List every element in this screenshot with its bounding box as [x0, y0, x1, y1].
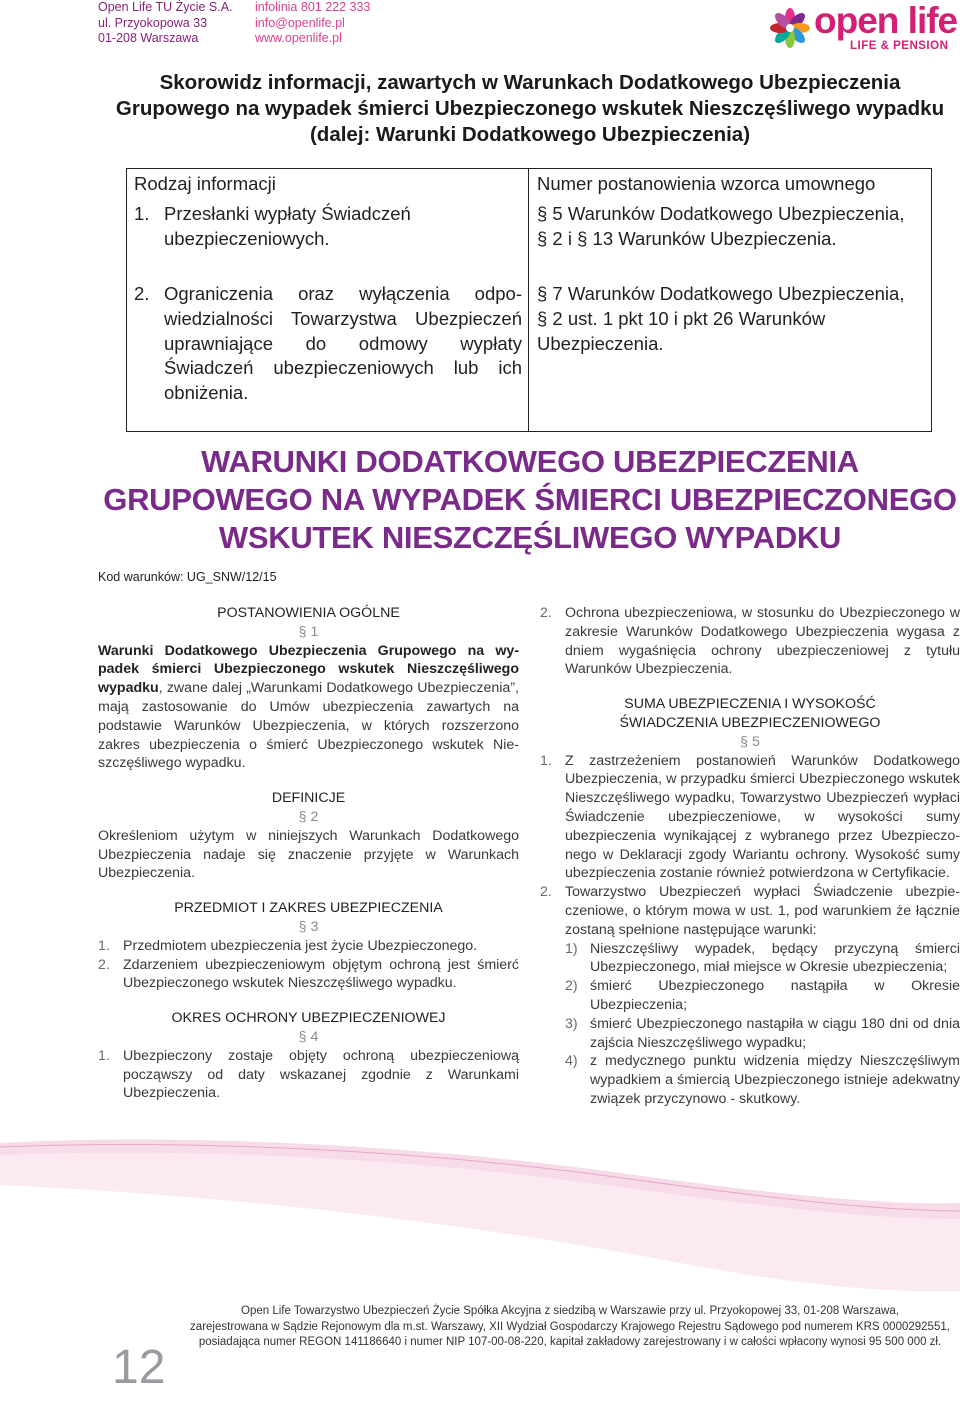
- sublist: [540, 940, 960, 1109]
- row2-left-line: Świadczeń ubezpieczeniowych lub ich: [164, 357, 522, 379]
- paragraph-text: , zwane dalej „Warunkami Dodatkowego Ubezpieczenia”, mają zastosowanie do Umów ubezpieczenia zawartych na podstawie Warunków Ubezpieczenia, w których rozszerzono zakres ubezpieczenia o śmierć Ubezpieczonego wskutek Nieszczęśliwego wypadku.: [98, 680, 519, 772]
- row2-left-line: Ograniczenia oraz wyłączenia odpo-: [164, 283, 522, 304]
- list-item: [98, 937, 519, 956]
- flower-icon: [768, 6, 812, 50]
- sublist-num: 1): [565, 940, 578, 957]
- footer-line: zarejestrowana w Sądzie Rejonowym dla m.st. Warszawy, XII Wydział Gospodarczy Krajowego Rejestru Sądowego pod numerem KRS 0000292551,: [190, 1320, 950, 1333]
- page-number: 12: [112, 1341, 166, 1394]
- sublist-item: [565, 977, 960, 1015]
- table-border: [126, 168, 127, 432]
- paragraph-bold: Warunki Dodatkowego Ubezpieczenia Grupowego na wypadek śmierci Ubezpieczonego wskutek Nieszczęśliwego wypadku: [98, 642, 519, 697]
- index-title: [100, 70, 960, 148]
- list-item: [540, 604, 960, 679]
- list-item: [98, 1047, 519, 1103]
- footer-line: Open Life Towarzystwo Ubezpieczeń Życie Spółka Akcyjna z siedzibą w Warszawie przy ul. Przyokopowej 33, 01-208 Warszawa,: [241, 1305, 899, 1317]
- list-num: 1.: [540, 752, 552, 769]
- company-name: Open Life TU Życie S.A.: [98, 0, 233, 14]
- email-link[interactable]: info@openlife.pl: [255, 15, 345, 30]
- document-title-line: WARUNKI DODATKOWEGO UBEZPIECZENIA: [201, 444, 859, 479]
- list-text: Ubezpieczony zostaje objęty ochroną ubezpieczeniową począwszy od daty wskazanej zgodnie z Warunkami Ubezpieczenia.: [123, 1047, 519, 1102]
- index-table: [126, 168, 932, 432]
- row2-left-line: wiedzialności Towarzystwa Ubezpieczeń: [164, 307, 522, 329]
- document-title-line: GRUPOWEGO NA WYPADEK ŚMIERCI UBEZPIECZONEGO: [103, 482, 957, 517]
- company-address: [98, 0, 233, 47]
- row2-right-line: Ubezpieczenia.: [537, 332, 664, 354]
- section-heading-line: SUMA UBEZPIECZENIA I WYSOKOŚĆ: [624, 696, 876, 713]
- table-border: [126, 431, 932, 432]
- section-heading: [540, 695, 960, 733]
- company-street: ul. Przyokopowa 33: [98, 15, 208, 30]
- row1-left-line: Przesłanki wypłaty Świadczeń: [164, 203, 411, 224]
- row1-left: [164, 202, 518, 252]
- table-border: [126, 168, 932, 169]
- row2-left-line: uprawniające do odmowy wypłaty: [164, 332, 522, 354]
- paragraph-general: [98, 642, 519, 774]
- footer-line: posiadająca numer REGON 141186640 i numer NIP 107-00-08-220, kapitał zakładowy zarejestrowany i w całości wpłacony wynosi 95 500 000 zł.: [198, 1336, 942, 1348]
- section-number: § 1: [298, 623, 319, 640]
- left-column: [98, 604, 519, 1103]
- row2-left-line: obniżenia.: [164, 382, 249, 404]
- company-city: 01-208 Warszawa: [98, 31, 199, 45]
- row2-right-line: § 2 ust. 1 pkt 10 i pkt 26 Warunków: [537, 307, 826, 329]
- row2-left: [164, 282, 522, 406]
- table-border: [931, 168, 932, 432]
- table-header-number: Numer postanowienia wzorca umownego: [537, 173, 876, 194]
- section-heading-line: ŚWIADCZENIA UBEZPIECZENIOWEGO: [619, 714, 881, 731]
- section-number: § 4: [298, 1028, 319, 1045]
- list-item: [540, 883, 960, 939]
- sublist-text: śmierć Ubezpieczonego nastąpiła w Okresie Ubezpieczenia;: [590, 978, 960, 1013]
- right-column: [540, 604, 960, 1109]
- sublist-num: 4): [565, 1053, 578, 1070]
- openlife-logo: [768, 0, 958, 54]
- list-text: Przedmiotem ubezpieczenia jest życie Ubezpieczonego.: [123, 937, 478, 954]
- row2-num: 2.: [134, 283, 150, 304]
- table-header-type: Rodzaj informacji: [134, 173, 276, 194]
- list-text: Towarzystwo Ubezpieczeń wypłaci Świadczenie ubezpieczeniowe, o którym mowa w ust. 1, pod warunkiem że łącznie zostaną spełnione następujące warunki:: [565, 884, 960, 938]
- decorative-waves: [0, 1125, 960, 1295]
- index-title-line: Grupowego na wypadek śmierci Ubezpieczonego wskutek Nieszczęśliwego wypadku: [115, 97, 945, 120]
- row2-right-line: § 7 Warunków Dodatkowego Ubezpieczenia,: [537, 283, 905, 304]
- list-text: Ochrona ubezpieczeniowa, w stosunku do Ubezpieczonego w zakresie Warunków Dodatkowego Ubezpieczenia wygasa z dniem wygaśnięcia ochrony ubezpieczeniowej z tytułu Warunków Ubezpieczenia.: [565, 605, 960, 678]
- row1-left-line: ubezpieczeniowych.: [164, 227, 330, 249]
- conditions-code: Kod warunków: UG_SNW/12/15: [98, 570, 277, 584]
- section-heading: POSTANOWIENIA OGÓLNE: [217, 605, 400, 621]
- table-divider: [528, 168, 529, 432]
- row1-right-line: § 2 i § 13 Warunków Ubezpieczenia.: [537, 227, 837, 249]
- sublist-item: [565, 940, 960, 978]
- footer-legal: [180, 1304, 960, 1351]
- list-text: Zdarzeniem ubezpieczeniowym objętym ochroną jest śmierć Ubezpieczonego wskutek Nieszczęśliwego wypadku.: [123, 956, 519, 992]
- list-num: 1.: [98, 1047, 110, 1064]
- paragraph-definitions: Określeniom użytym w niniejszych Warunkach Dodatkowego Ubezpieczenia nadaje się znaczenie przyjęte w Warunkach Ubezpieczenia.: [98, 827, 519, 882]
- sublist-item: [565, 1015, 960, 1053]
- list-num: 1.: [98, 937, 110, 954]
- index-title-line: Skorowidz informacji, zawartych w Warunkach Dodatkowego Ubezpieczenia: [159, 71, 901, 94]
- sublist-item: [565, 1052, 960, 1108]
- list-item: [98, 956, 519, 994]
- list-num: 2.: [98, 956, 110, 973]
- list-item: [540, 752, 960, 884]
- list-num: 2.: [540, 884, 552, 901]
- section-heading: PRZEDMIOT I ZAKRES UBEZPIECZENIA: [174, 900, 443, 917]
- sublist-text: śmierć Ubezpieczonego nastąpiła w ciągu 180 dni od dnia zajścia Nieszczęśliwego wypadku;: [590, 1015, 960, 1051]
- list-text: Z zastrzeżeniem postanowień Warunków Dodatkowego Ubezpieczenia, w przypadku śmierci Ubezpieczonego wskutek Nieszczęśliwego wypadku, Towarzystwo Ubezpieczeń wypłaci Świadczenie ubezpieczeniowe, w wysokości sumy ubezpieczenia wynikającej z wybranego przez Ubezpieczonego w Deklaracji zgody Wariantu ochrony. Wysokość sumy ubezpieczenia zostanie również potwierdzona w Certyfikacie.: [565, 752, 960, 882]
- sublist-text: z medycznego punktu widzenia między Nieszczęśliwym wypadkiem a śmiercią Ubezpieczonego istnieje adekwatny związek przyczynowo - skutkowy.: [590, 1053, 960, 1107]
- row1-right: [537, 202, 904, 252]
- list-num: 2.: [540, 605, 552, 621]
- logo-tagline: LIFE & PENSION: [850, 40, 949, 52]
- document-title: [100, 443, 960, 557]
- hotline: infolinia 801 222 333: [255, 0, 371, 14]
- section-number: § 2: [298, 808, 319, 825]
- website-link[interactable]: www.openlife.pl: [255, 31, 342, 45]
- logo-wordmark: open life: [814, 0, 958, 41]
- section-number: § 3: [298, 918, 319, 935]
- index-title-line: (dalej: Warunki Dodatkowego Ubezpieczenia): [309, 123, 751, 146]
- row2-right: [537, 282, 904, 356]
- sublist-num: 2): [565, 978, 578, 995]
- company-contact: [255, 0, 370, 47]
- section-number: § 5: [740, 733, 760, 750]
- document-title-line: WSKUTEK NIESZCZĘŚLIWEGO WYPADKU: [218, 520, 842, 555]
- sublist-text: Nieszczęśliwy wypadek, będący przyczyną śmierci Ubezpieczonego, miał miejsce w Okresie ubezpieczenia;: [590, 940, 960, 976]
- section-heading: DEFINICJE: [271, 790, 346, 807]
- sublist-num: 3): [565, 1015, 578, 1032]
- row1-right-line: § 5 Warunków Dodatkowego Ubezpieczenia,: [537, 203, 905, 224]
- row1-num: 1.: [134, 203, 150, 224]
- section-heading: OKRES OCHRONY UBEZPIECZENIOWEJ: [171, 1010, 446, 1027]
